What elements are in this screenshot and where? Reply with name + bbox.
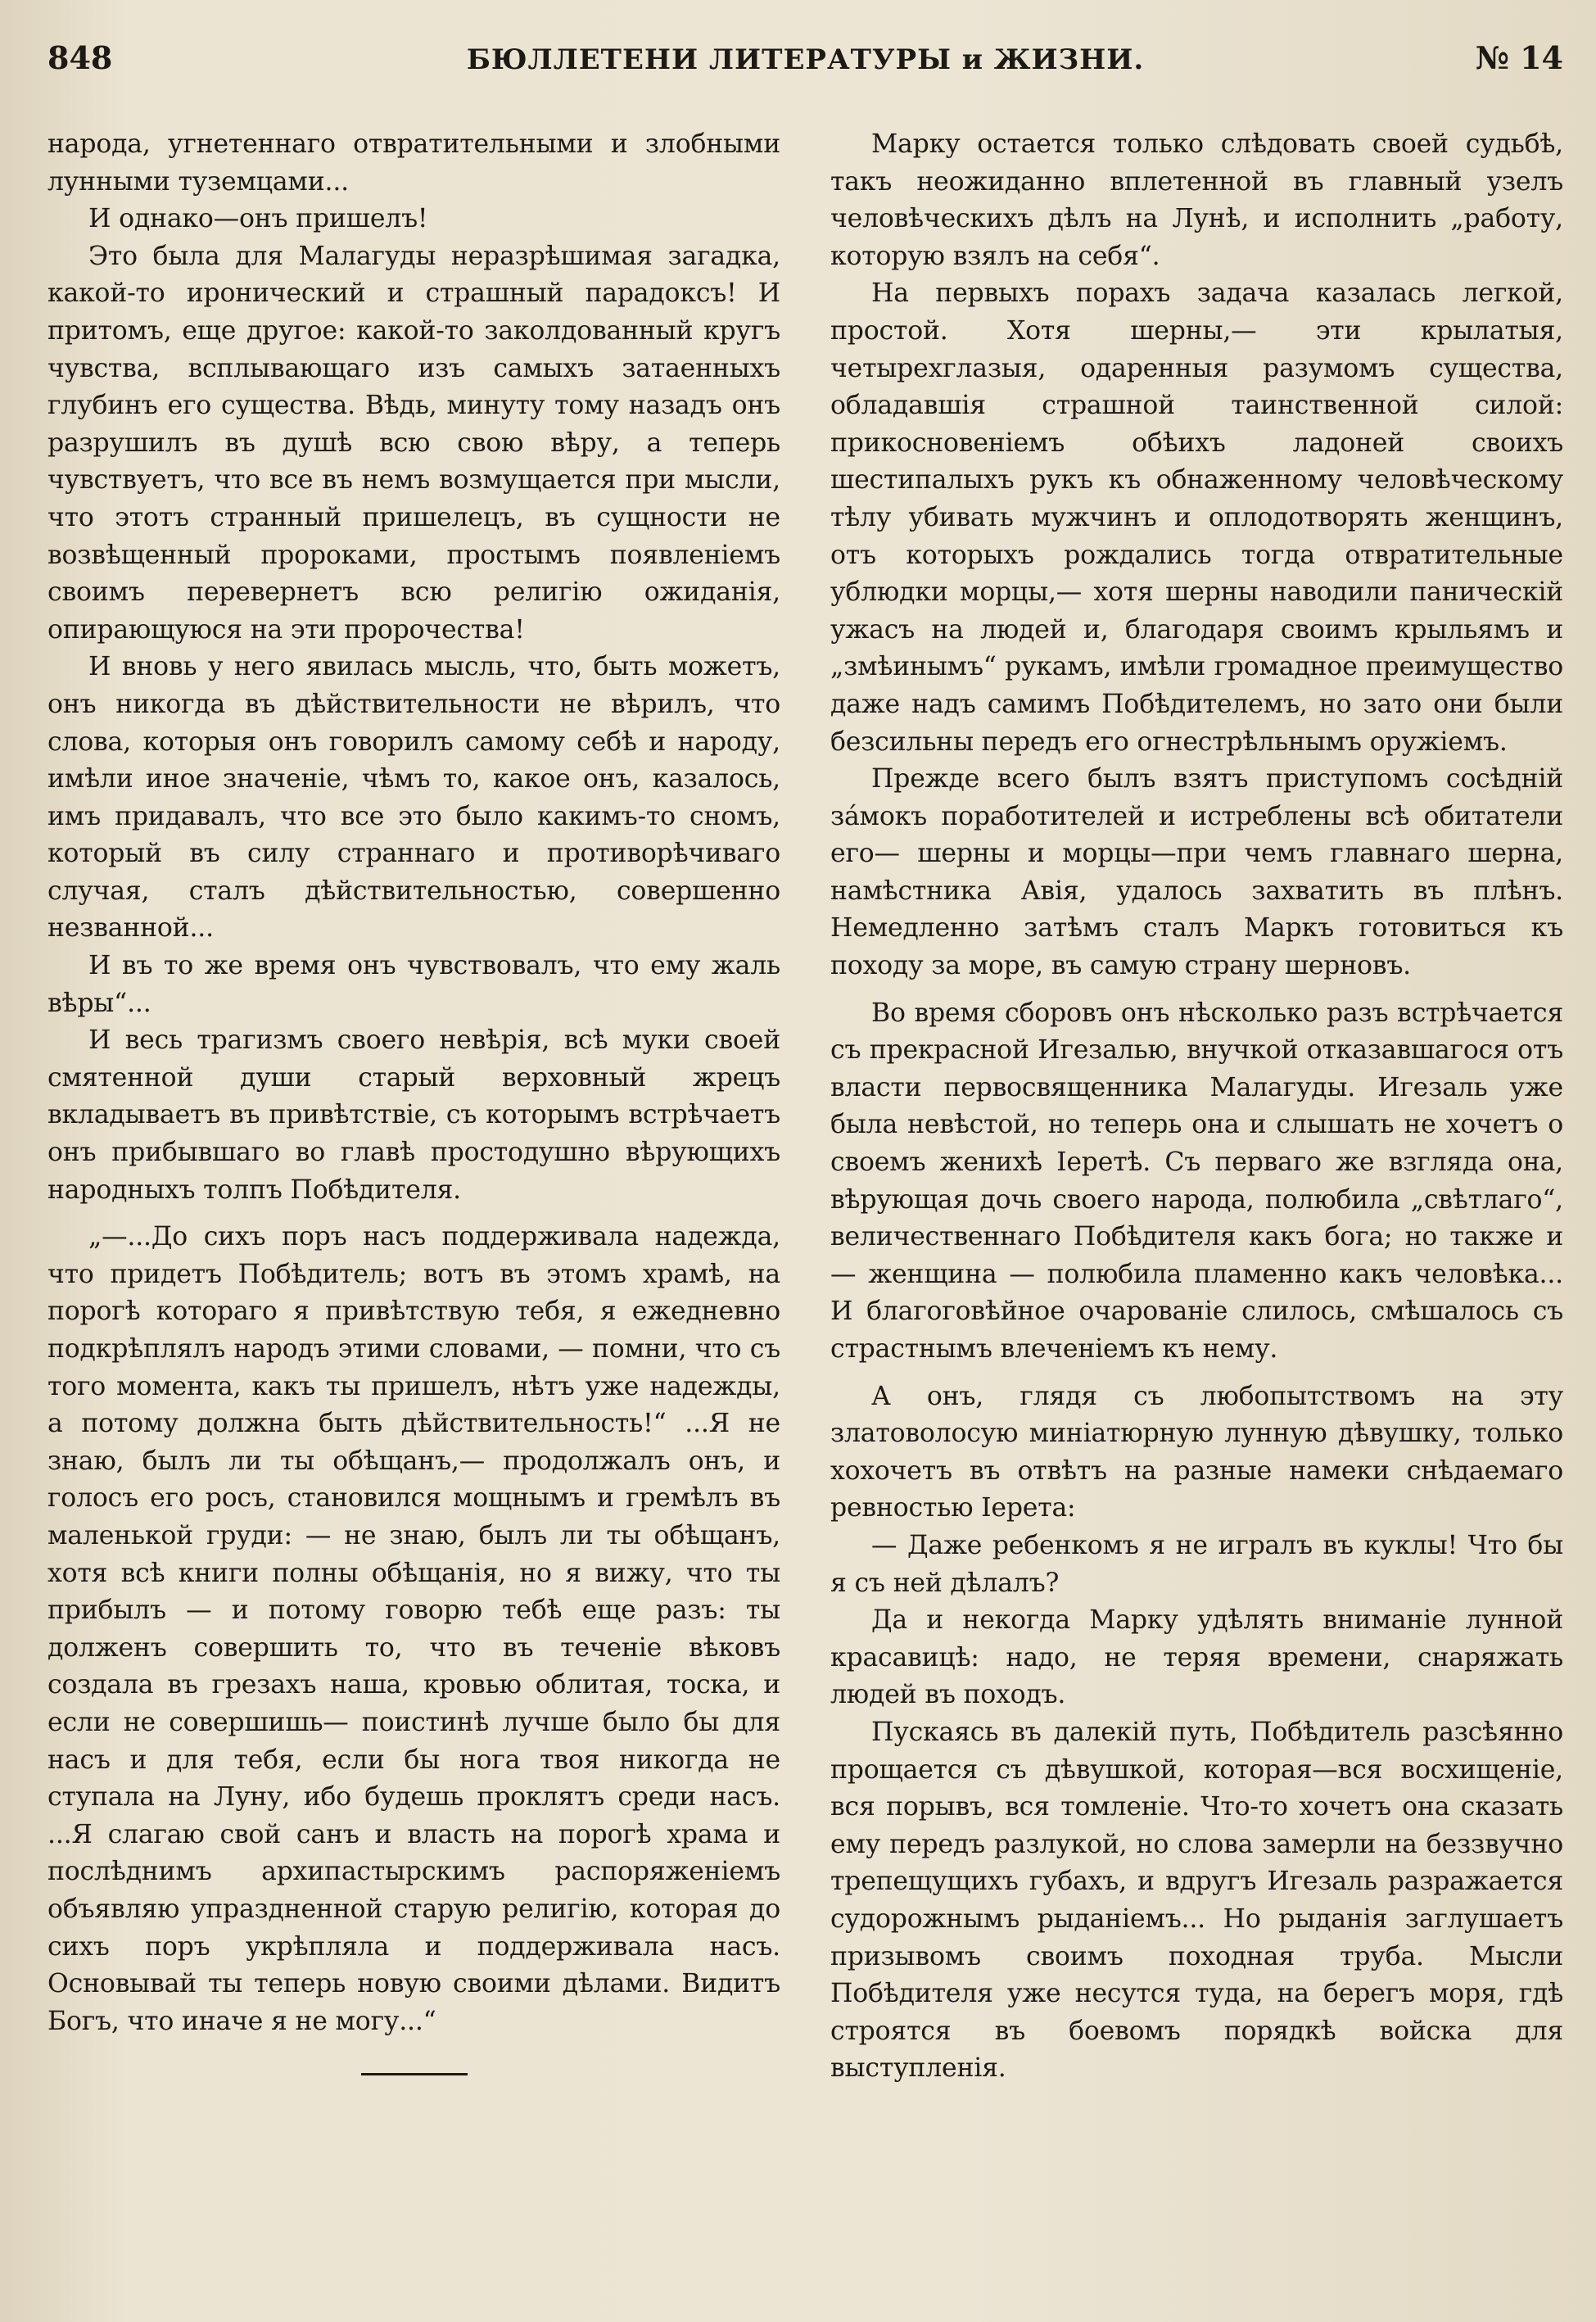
paragraph: И вновь у него явилась мысль, что, быть можетъ, онъ никогда въ дѣйствительности не вѣрилъ, что слова, которыя онъ говорилъ самому себѣ и народу, имѣли иное значеніе, чѣмъ то, какое онъ, казалось, имъ придавалъ, что все это было какимъ-то сномъ, который въ силу страннаго и противорѣчиваго случая, сталъ дѣйствительностью, совершенно незванной... xyxy=(47,652,780,944)
running-title: БЮЛЛЕТЕНИ ЛИТЕРАТУРЫ и ЖИЗНИ. xyxy=(466,43,1145,76)
section-divider xyxy=(361,2073,468,2075)
paragraph: Пускаясь въ далекій путь, Побѣдитель разсѣянно прощается съ дѣвушкой, которая—вся восхищеніе, вся порывъ, вся томленіе. Что-то хочетъ она сказать ему передъ разлукой, но слова замерли на беззвучно трепещущихъ губахъ, и вдругъ Игезаль разражается судорожнымъ рыданіемъ... Но рыданія заглушаетъ призывомъ своимъ походная труба. Мысли Побѣдителя уже несутся туда, на берегъ моря, гдѣ строятся въ боевомъ порядкѣ войска для выступленія. xyxy=(830,1717,1563,2084)
paragraph: — Даже ребенкомъ я не игралъ въ куклы! Что бы я съ ней дѣлалъ? xyxy=(830,1530,1563,1598)
paragraph: народа, угнетеннаго отвратительными и злобными лунными туземцами... xyxy=(47,129,780,197)
paragraph: И весь трагизмъ своего невѣрія, всѣ муки своей смятенной души старый верховный жрецъ вкладываетъ въ привѣтствіе, съ которымъ встрѣчаетъ онъ прибывшаго во главѣ простодушно вѣрующихъ народныхъ толпъ Побѣдителя. xyxy=(47,1025,780,1205)
issue-number: № 14 xyxy=(1475,39,1563,76)
paragraph: И однако—онъ пришелъ! xyxy=(88,204,428,234)
paragraph: А онъ, глядя съ любопытствомъ на эту златоволосую миніатюрную лунную дѣвушку, только хохочетъ въ отвѣтъ на разные намеки снѣдаемаго ревностью Іерета: xyxy=(830,1381,1563,1523)
paragraph: Прежде всего былъ взятъ приступомъ сосѣдній за́мокъ поработителей и истреблены всѣ обитатели его— шерны и морцы—при чемъ главнаго шерна, намѣстника Авія, удалось захватить въ плѣнъ. Немедленно затѣмъ сталъ Маркъ готовиться къ походу за море, въ самую страну шерновъ. xyxy=(830,764,1563,981)
paragraph: „—...До сихъ поръ насъ поддерживала надежда, что придетъ Побѣдитель; вотъ въ этомъ храмѣ, на порогѣ котораго я привѣтствую тебя, я ежедневно подкрѣплялъ народъ этими словами, — помни, что съ того момента, какъ ты пришелъ, нѣтъ уже надежды, а потому должна быть дѣйствительность!“ ...Я не знаю, былъ ли ты обѣщанъ,— продолжалъ онъ, и голосъ его росъ, становился мощнымъ и гремѣлъ въ маленькой груди: — не знаю, былъ ли ты обѣщанъ, хотя всѣ книги полны обѣщанія, но я вижу, что ты прибылъ — и потому говорю тебѣ еще разъ: ты долженъ совершить то, что въ теченіе вѣковъ создала въ грезахъ наша, кровью облитая, тоска, и если не совершишь— поистинѣ лучше было бы для насъ и для тебя, если бы нога твоя никогда не ступала на Луну, ибо будешь проклятъ среди насъ. ...Я слагаю свой санъ и власть на порогѣ храма и послѣднимъ архипастырскимъ распоряженіемъ объявляю упраздненной старую религію, которая до сихъ поръ укрѣпляла и поддерживала насъ. Основывай ты теперь новую своими дѣлами. Видитъ Богъ, что иначе я не могу...“ xyxy=(47,1222,780,2036)
paragraph: Во время сборовъ онъ нѣсколько разъ встрѣчается съ прекрасной Игезалью, внучкой отказавшагося отъ власти первосвященника Малагуды. Игезаль уже была невѣстой, но теперь она и слышать не хочетъ о своемъ женихѣ Іеретѣ. Съ перваго же взгляда она, вѣрующая дочь своего народа, полюбила „свѣтлаго“, величественнаго Побѣдителя какъ бога; но также и — женщина — полюбила пламенно какъ человѣка... И благоговѣйное очарованіе слилось, смѣшалось съ страстнымъ влеченіемъ къ нему. xyxy=(830,998,1563,1364)
paragraph: На первыхъ порахъ задача казалась легкой, простой. Хотя шерны,— эти крылатыя, четырехглазыя, одаренныя разумомъ существа, обладавшія страшной таинственной силой: прикосновеніемъ обѣихъ ладоней своихъ шестипалыхъ рукъ къ обнаженному человѣческому тѣлу убивать мужчинъ и оплодотворять женщинъ, отъ которыхъ рождались тогда отвратительные ублюдки морцы,— хотя шерны наводили паническій ужасъ на людей и, благодаря своимъ крыльямъ и „змѣинымъ“ рукамъ, имѣли громадное преимущество даже надъ самимъ Побѣдителемъ, но зато они были безсильны передъ его огнестрѣльнымъ оружіемъ. xyxy=(830,278,1563,757)
paragraph: И въ то же время онъ чувствовалъ, что ему жаль вѣры“... xyxy=(47,951,780,1018)
paragraph: Марку остается только слѣдовать своей судьбѣ, такъ неожиданно вплетенной въ главный узелъ человѣческихъ дѣлъ на Лунѣ, и исполнить „работу, которую взялъ на себя“. xyxy=(830,129,1563,271)
text-columns xyxy=(47,126,1563,2088)
right-column xyxy=(830,126,1563,2088)
left-column xyxy=(47,126,780,2088)
paragraph: Да и некогда Марку удѣлять вниманіе лунной красавицѣ: надо, не теряя времени, снаряжать людей въ походъ. xyxy=(830,1605,1563,1710)
paragraph: Это была для Малагуды неразрѣшимая загадка, какой-то иронический и страшный парадоксъ! И притомъ, еще другое: какой-то заколдованный кругъ чувства, всплывающаго изъ самыхъ затаенныхъ глубинъ его существа. Вѣдь, минуту тому назадъ онъ разрушилъ въ душѣ всю свою вѣру, а теперь чувствуетъ, что все въ немъ возмущается при мысли, что этотъ странный пришелецъ, въ сущности не возвѣщенный пророками, простымъ появленіемъ своимъ перевернетъ всю религію ожиданія, опирающуюся на эти пророчества! xyxy=(47,241,780,645)
page-number: 848 xyxy=(47,39,113,76)
page-header xyxy=(47,39,1563,88)
